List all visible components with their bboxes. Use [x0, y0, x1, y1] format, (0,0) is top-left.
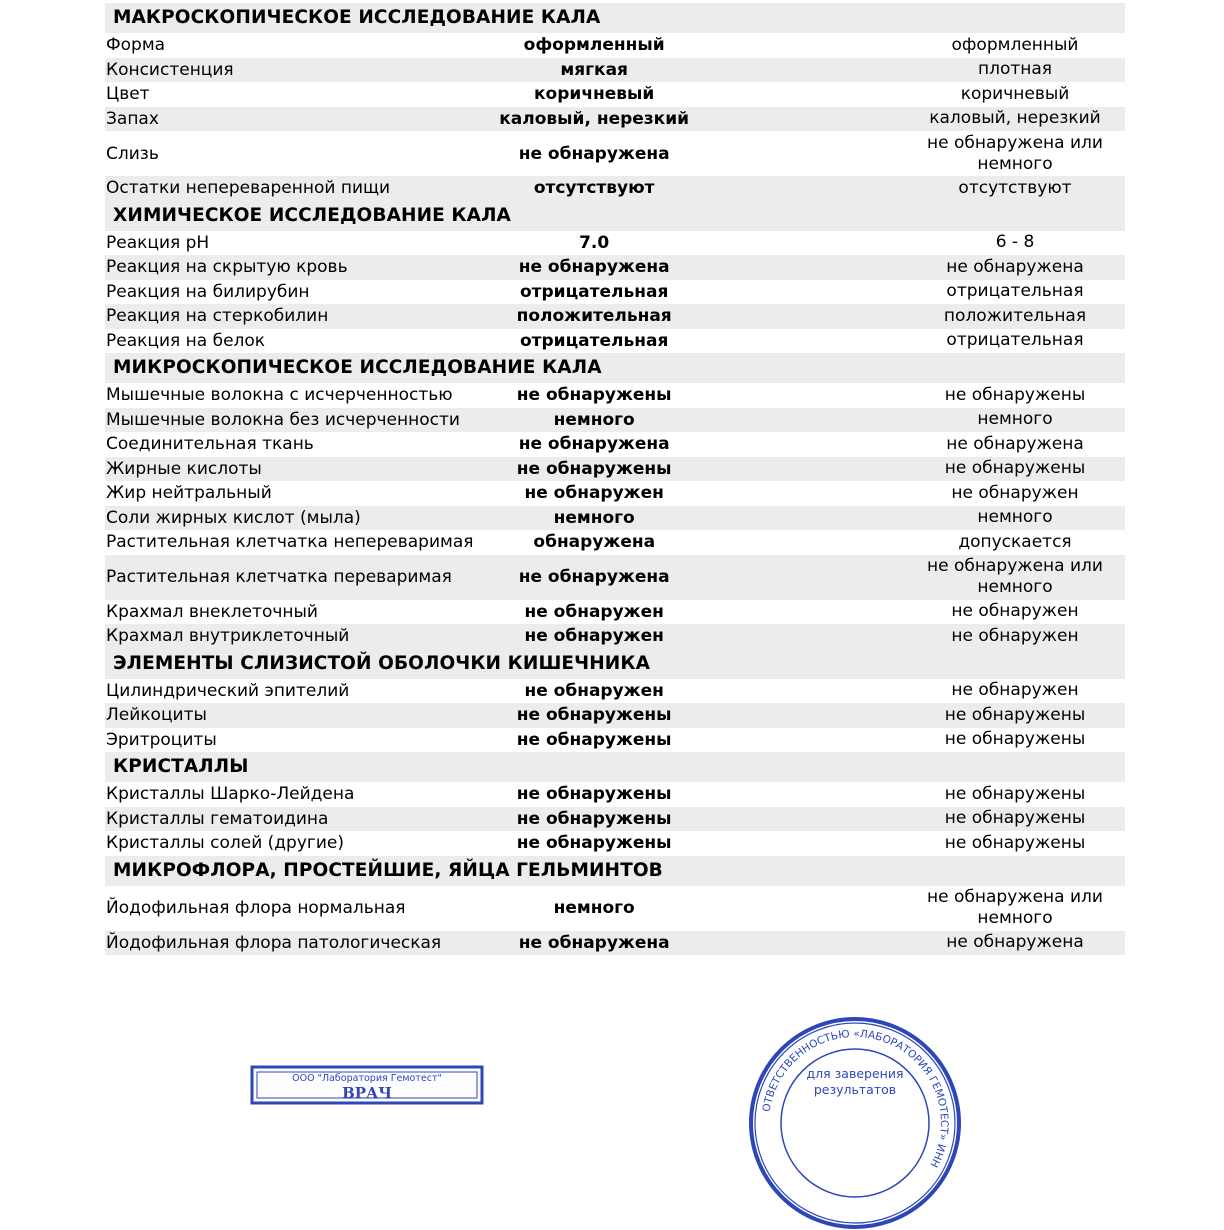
round-seal-center-line2: результатов: [813, 1082, 897, 1097]
table-row: [105, 782, 1125, 807]
test-result: не обнаружены: [516, 729, 672, 750]
test-result: не обнаружены: [516, 705, 672, 726]
test-name: Эритроциты: [106, 729, 217, 750]
test-result: не обнаружена: [518, 567, 670, 587]
reference-cell: [715, 409, 1125, 430]
reference-cell: [715, 178, 1125, 199]
table-row: [105, 679, 1125, 704]
reference-value: не обнаружена или немного: [927, 887, 1103, 928]
reference-value: каловый, нерезкий: [929, 108, 1101, 129]
doctor-stamp-org: ООО "Лаборатория Гемотест": [292, 1073, 442, 1084]
round-seal-center-line1: для заверения: [806, 1066, 904, 1081]
table-row: [105, 107, 1125, 132]
table-row: [105, 555, 1125, 600]
doctor-stamp-title: ВРАЧ: [342, 1084, 392, 1102]
table-row: [105, 383, 1125, 408]
table-row: [105, 886, 1125, 931]
reference-value: немного: [977, 409, 1053, 430]
test-result: немного: [553, 898, 635, 918]
reference-value: не обнаружены: [944, 832, 1086, 853]
test-result: не обнаружены: [516, 833, 672, 854]
table-row: [105, 58, 1125, 83]
table-row: [105, 703, 1125, 728]
table-row: [105, 176, 1125, 201]
reference-cell: [715, 483, 1125, 504]
test-name: Остатки непереваренной пищи: [106, 178, 391, 199]
test-name: Цилиндрический эпителий: [106, 680, 350, 701]
reference-cell: [715, 808, 1125, 829]
table-row: [105, 807, 1125, 832]
section-title: ХИМИЧЕСКОЕ ИССЛЕДОВАНИЕ КАЛА: [105, 201, 1125, 231]
reference-cell: [715, 626, 1125, 647]
test-name: Крахмал внеклеточный: [106, 601, 318, 622]
reference-cell: [715, 833, 1125, 854]
table-row: [105, 600, 1125, 625]
test-result: обнаружена: [533, 532, 656, 553]
test-result: мягкая: [560, 59, 628, 80]
reference-value: отрицательная: [946, 281, 1084, 302]
table-row: [105, 82, 1125, 107]
test-name: Реакция на билирубин: [106, 281, 310, 302]
reference-cell: [715, 281, 1125, 302]
reference-cell: [715, 458, 1125, 479]
test-name: Реакция на белок: [106, 330, 266, 351]
section-title: КРИСТАЛЛЫ: [105, 752, 1125, 782]
test-name: Реакция pH: [106, 232, 210, 253]
reference-cell: [715, 784, 1125, 805]
reference-cell: [715, 84, 1125, 105]
reference-cell: [715, 434, 1125, 455]
test-result: не обнаружен: [524, 601, 664, 622]
test-name: Цвет: [106, 84, 150, 105]
table-row: [105, 408, 1125, 433]
reference-value: не обнаружен: [951, 680, 1079, 701]
test-name: Реакция на стеркобилин: [106, 306, 329, 327]
reference-value: отрицательная: [946, 330, 1084, 351]
reference-cell: [715, 729, 1125, 750]
reference-value: не обнаружены: [944, 458, 1086, 479]
test-result: 7.0: [579, 232, 610, 253]
test-result: не обнаружена: [518, 257, 670, 278]
reference-value: плотная: [977, 59, 1053, 80]
test-name: Кристаллы солей (другие): [106, 833, 344, 854]
analysis-report: [105, 3, 1125, 955]
reference-cell: [715, 257, 1125, 278]
test-name: Мышечные волокна с исчерченностью: [106, 385, 453, 406]
test-name: Кристаллы Шарко-Лейдена: [106, 784, 355, 805]
reference-cell: [715, 887, 1125, 929]
section-title: МИКРОСКОПИЧЕСКОЕ ИССЛЕДОВАНИЕ КАЛА: [105, 353, 1125, 383]
test-name: Запах: [106, 108, 159, 129]
test-result: немного: [553, 409, 635, 430]
table-row: [105, 481, 1125, 506]
test-result: не обнаружен: [524, 626, 664, 647]
test-name: Кристаллы гематоидина: [106, 808, 329, 829]
reference-value: не обнаружены: [944, 704, 1086, 725]
test-result: не обнаружен: [524, 680, 664, 701]
test-name: Жирные кислоты: [106, 458, 262, 479]
reference-value: не обнаружена: [946, 256, 1084, 277]
reference-value: не обнаружены: [944, 729, 1086, 750]
test-result: не обнаружены: [516, 458, 672, 479]
test-name: Форма: [106, 35, 166, 56]
test-name: Слизь: [106, 143, 159, 164]
table-row: [105, 255, 1125, 280]
table-row: [105, 728, 1125, 753]
test-result: отрицательная: [519, 281, 669, 302]
reference-value: допускается: [958, 531, 1072, 552]
table-row: [105, 33, 1125, 58]
reference-value: немного: [977, 507, 1053, 528]
reference-value: отсутствуют: [958, 177, 1072, 198]
table-row: [105, 931, 1125, 956]
reference-value: не обнаружен: [951, 601, 1079, 622]
reference-cell: [715, 932, 1125, 953]
reference-cell: [715, 108, 1125, 129]
table-row: [105, 131, 1125, 176]
test-result: не обнаружены: [516, 784, 672, 805]
test-name: Йодофильная флора патологическая: [106, 932, 442, 953]
reference-cell: [715, 133, 1125, 175]
section-title: МИКРОФЛОРА, ПРОСТЕЙШИЕ, ЯЙЦА ГЕЛЬМИНТОВ: [105, 856, 1125, 886]
test-result: не обнаружены: [516, 385, 672, 406]
reference-cell: [715, 680, 1125, 701]
doctor-stamp: [250, 1065, 484, 1105]
test-result: не обнаружена: [518, 932, 670, 953]
table-row: [105, 457, 1125, 482]
reference-value: не обнаружены: [944, 808, 1086, 829]
table-row: [105, 280, 1125, 305]
reference-value: 6 - 8: [995, 232, 1035, 253]
test-result: коричневый: [534, 84, 655, 105]
table-row: [105, 304, 1125, 329]
test-result: не обнаружен: [524, 483, 664, 504]
test-result: каловый, нерезкий: [499, 108, 690, 129]
test-result: не обнаружены: [516, 808, 672, 829]
table-row: [105, 831, 1125, 856]
reference-cell: [715, 507, 1125, 528]
reference-value: не обнаружены: [944, 384, 1086, 405]
reference-cell: [715, 35, 1125, 56]
table-row: [105, 506, 1125, 531]
reference-cell: [715, 601, 1125, 622]
test-result: положительная: [516, 306, 672, 327]
test-name: Крахмал внутриклеточный: [106, 626, 350, 647]
test-result: оформленный: [523, 35, 665, 56]
table-row: [105, 530, 1125, 555]
reference-cell: [715, 385, 1125, 406]
test-name: Консистенция: [106, 59, 234, 80]
test-name: Соли жирных кислот (мыла): [106, 507, 361, 528]
test-name: Реакция на скрытую кровь: [106, 257, 348, 278]
round-seal: [748, 1016, 962, 1230]
reference-cell: [715, 705, 1125, 726]
reference-value: оформленный: [951, 34, 1079, 55]
table-row: [105, 329, 1125, 354]
test-result: отсутствуют: [533, 178, 655, 199]
test-result: отрицательная: [519, 330, 669, 351]
reference-value: не обнаружена: [946, 932, 1084, 953]
reference-value: не обнаружен: [951, 625, 1079, 646]
reference-value: не обнаружен: [951, 482, 1079, 503]
reference-value: не обнаружены: [944, 783, 1086, 804]
round-seal-ring-text: ОТВЕТСТВЕННОСТЬЮ «ЛАБОРАТОРИЯ ГЕМОТЕСТ» ИНН: [760, 1027, 951, 1170]
reference-cell: [715, 59, 1125, 80]
reference-value: не обнаружена: [946, 433, 1084, 454]
test-result: не обнаружена: [518, 434, 670, 455]
reference-value: коричневый: [960, 83, 1070, 104]
test-name: Мышечные волокна без исчерченности: [106, 409, 460, 430]
reference-value: не обнаружена или немного: [927, 556, 1103, 597]
test-name: Жир нейтральный: [106, 483, 272, 504]
table-row: [105, 231, 1125, 256]
reference-cell: [715, 532, 1125, 553]
test-name: Соединительная ткань: [106, 434, 314, 455]
reference-cell: [715, 556, 1125, 598]
section-title: ЭЛЕМЕНТЫ СЛИЗИСТОЙ ОБОЛОЧКИ КИШЕЧНИКА: [105, 649, 1125, 679]
stamps-area: [0, 1010, 1224, 1170]
reference-cell: [715, 232, 1125, 253]
test-name: Растительная клетчатка непереваримая: [106, 532, 474, 553]
test-result: не обнаружена: [518, 143, 670, 164]
table-row: [105, 624, 1125, 649]
reference-value: положительная: [943, 305, 1087, 326]
table-row: [105, 432, 1125, 457]
section-title: МАКРОСКОПИЧЕСКОЕ ИССЛЕДОВАНИЕ КАЛА: [105, 3, 1125, 33]
test-result: немного: [553, 507, 635, 528]
test-name: Йодофильная флора нормальная: [106, 898, 406, 918]
test-name: Растительная клетчатка переваримая: [106, 567, 452, 587]
reference-value: не обнаружена или немного: [927, 132, 1103, 174]
test-name: Лейкоциты: [106, 705, 207, 726]
reference-cell: [715, 330, 1125, 351]
reference-cell: [715, 306, 1125, 327]
